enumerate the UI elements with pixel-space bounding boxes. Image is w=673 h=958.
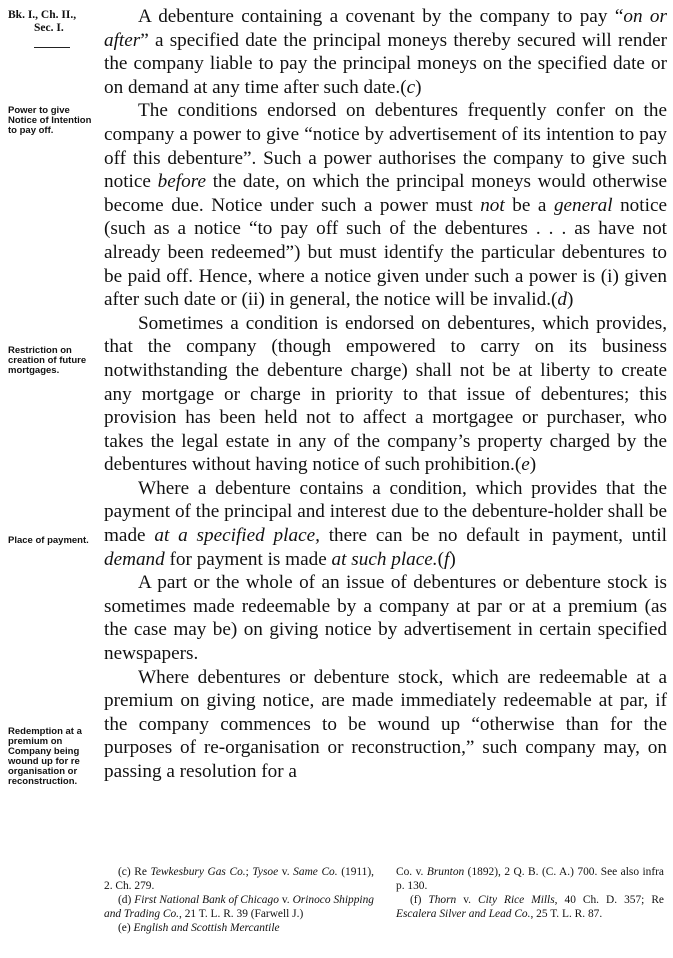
paragraph-covenant-on-or-after: A debenture containing a covenant by the company to pay “on or after” a specified date the principal moneys thereby secured will render the company liable to pay the principal moneys on the specified date or on demand at any time after such date.(c): [104, 6, 667, 98]
margin-note-restriction-on-mortgages: Restriction on creation of future mortgages.: [8, 345, 87, 376]
footnote-e-continued: Co. v. Brunton (1892), 2 Q. B. (C. A.) 700. See also infra p. 130.: [396, 866, 664, 892]
margin-note-redemption-at-premium: Redemption at a premium on Company being wound up for re organisation or reconstruction.: [8, 726, 82, 787]
section-reference: [8, 9, 100, 35]
footnote-d: (d) First National Bank of Chicago v. Orinoco Shipping and Trading Co., 21 T. L. R. 39 (Farwell J.): [104, 894, 374, 920]
paragraph-notice-of-intention: The conditions endorsed on debentures frequently confer on the company a power to give “notice by advertisement of its intention to pay off this debenture”. Such a power authorises the company to give such notice before the date, on which the principal moneys would otherwise become due. Notice under such a power must not be a general notice (such as a notice “to pay off such of the debentures . . . as have not already been redeemed”) but must identify the particular debentures to be paid off. Hence, where a notice given under such a power is (i) given after such date or (ii) in general, the notice will be invalid.(d): [104, 100, 667, 311]
paragraph-place-of-payment: Where a debenture contains a condition, which provides that the payment of the principal and interest due to the debenture-holder shall be made at a specified place, there can be no default in payment, until demand for payment is made at such place.(f): [104, 477, 667, 570]
margin-note-place-of-payment: Place of payment.: [8, 535, 89, 546]
paragraph-redeemable-by-notice: A part or the whole of an issue of debentures or debenture stock is sometimes made redeemable by a company at par or at a premium (as the case may be) on giving notice by advertisement in certain specified newspapers.: [104, 572, 667, 665]
footnote-e-start: (e) English and Scottish Mercantile: [118, 922, 280, 934]
section-reference-section: Sec. I.: [34, 22, 64, 34]
paragraph-restriction-on-mortgages: Sometimes a condition is endorsed on debentures, which provides, that the company (though empowered to carry on its business notwithstanding the debenture charge) shall not be at liberty to create any mortgage or charge in priority to that issue of debentures; this provision has been held not to affect a mortgagee or purchaser, who takes the legal estate in any of the company’s property charged by the debentures without having notice of such prohibition.(e): [104, 312, 667, 476]
paragraph-redemption-on-winding-up: Where debentures or debenture stock, which are redeemable at a premium on giving notice, are made immediately redeemable at par, if the company commences to be wound up “otherwise than for the purposes of re-organisation or reconstruction,” such company may, on passing a resolution for a: [104, 666, 667, 782]
footnotes-right-column: [396, 865, 664, 921]
footnote-f: (f) Thorn v. City Rice Mills, 40 Ch. D. 357; Re Escalera Silver and Lead Co., 25 T. L. R. 87.: [396, 894, 664, 920]
section-reference-book: Bk. I., Ch. II.,: [8, 9, 77, 21]
margin-note-power-to-give-notice: Power to give Notice of Intention to pay off.: [8, 105, 92, 136]
footnote-c: (c) Re Tewkesbury Gas Co.; Tysoe v. Same Co. (1911), 2. Ch. 279.: [104, 866, 375, 892]
main-text: [104, 5, 667, 784]
section-reference-rule: [34, 47, 70, 48]
footnotes-left-column: [104, 865, 374, 935]
